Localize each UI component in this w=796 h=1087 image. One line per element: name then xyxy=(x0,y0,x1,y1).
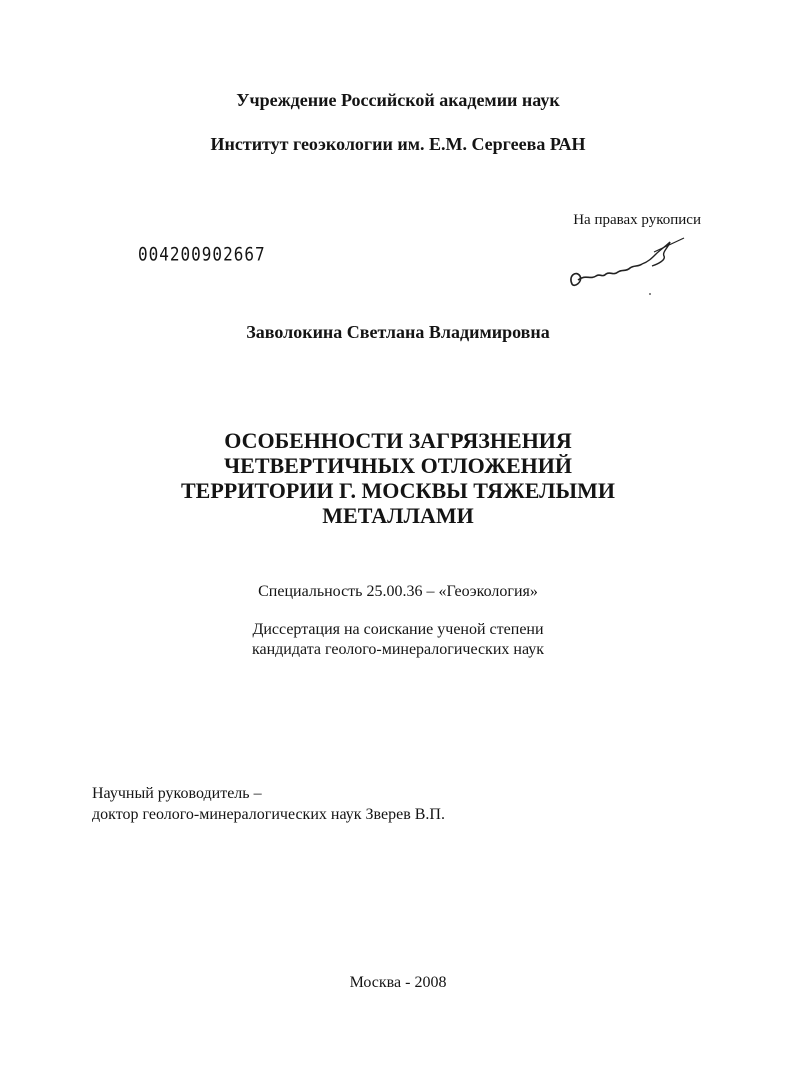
title-line: ЧЕТВЕРТИЧНЫХ ОТЛОЖЕНИЙ xyxy=(224,453,572,478)
author-name: Заволокина Светлана Владимировна xyxy=(246,322,550,342)
degree-statement xyxy=(0,620,796,660)
degree-line: Диссертация на соискание ученой степени xyxy=(252,621,544,638)
title-line: ОСОБЕННОСТИ ЗАГРЯЗНЕНИЯ xyxy=(224,428,572,453)
manuscript-rights-note: На правах рукописи xyxy=(573,212,701,228)
supervisor-label: Научный руководитель – xyxy=(92,785,262,802)
supervisor-info xyxy=(92,783,445,825)
institution-name: Учреждение Российской академии наук xyxy=(236,90,560,110)
specialty-line: Специальность 25.00.36 – «Геоэкология» xyxy=(258,583,538,600)
institute-name: Институт геоэкологии им. Е.М. Сергеева РАН xyxy=(210,134,586,154)
degree-line: кандидата геолого-минералогических наук xyxy=(251,641,545,658)
title-line: МЕТАЛЛАМИ xyxy=(322,503,474,528)
city-year: Москва - 2008 xyxy=(349,974,447,991)
archive-number: 004200902667 xyxy=(138,243,266,265)
signature-image xyxy=(566,236,686,298)
dissertation-title xyxy=(0,428,796,528)
supervisor-name: доктор геолого-минералогических наук Зверев В.П. xyxy=(92,806,445,823)
title-line: ТЕРРИТОРИИ Г. МОСКВЫ ТЯЖЕЛЫМИ xyxy=(180,478,615,503)
